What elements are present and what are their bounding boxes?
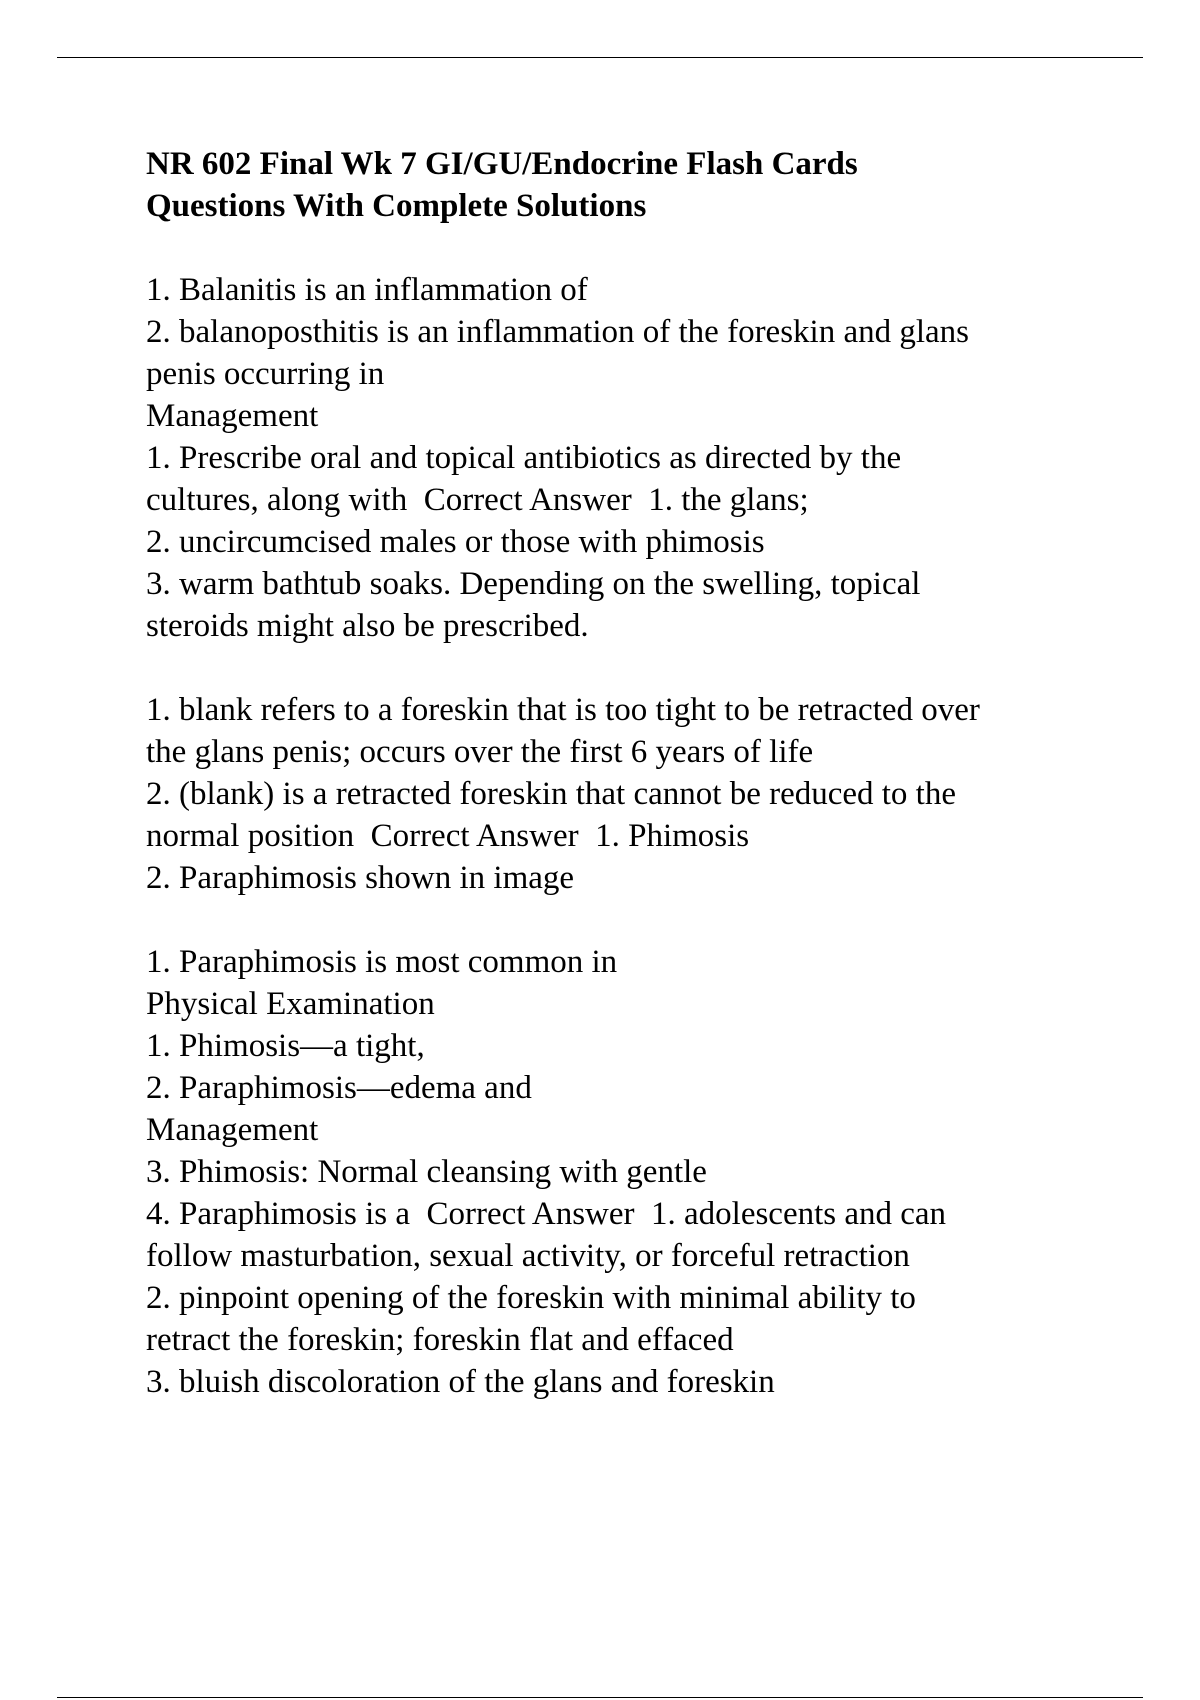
text-line: retract the foreskin; foreskin flat and effaced [146,1322,734,1358]
text-line: 1. Phimosis—a tight, [146,1028,425,1064]
text-line: 1. Paraphimosis is most common in [146,944,618,980]
text-line: 1. Balanitis is an inflammation of [146,272,588,308]
text-line: 2. Paraphimosis—edema and [146,1070,532,1106]
flashcard-1 [146,269,1086,647]
text-line: follow masturbation, sexual activity, or forceful retraction [146,1238,910,1274]
bottom-divider [57,1697,1143,1698]
text-line: 3. Phimosis: Normal cleansing with gentle [146,1154,707,1190]
flashcard-2 [146,689,1086,899]
title-line-1: NR 602 Final Wk 7 GI/GU/Endocrine Flash Cards [146,146,858,182]
text-line: steroids might also be prescribed. [146,608,589,644]
document-title [146,143,1086,227]
text-line: 2. balanoposthitis is an inflammation of the foreskin and glans [146,314,970,350]
text-line: cultures, along with Correct Answer 1. the glans; [146,482,809,518]
top-divider [57,57,1143,58]
title-line-2: Questions With Complete Solutions [146,188,647,224]
text-line: penis occurring in [146,356,385,392]
text-line: Management [146,398,319,434]
text-line: 1. Prescribe oral and topical antibiotics as directed by the [146,440,902,476]
text-line: 3. bluish discoloration of the glans and foreskin [146,1364,775,1400]
text-line: 1. blank refers to a foreskin that is too tight to be retracted over [146,692,980,728]
text-line: 4. Paraphimosis is a Correct Answer 1. adolescents and can [146,1196,947,1232]
text-line: 2. pinpoint opening of the foreskin with minimal ability to [146,1280,916,1316]
text-line: the glans penis; occurs over the first 6 years of life [146,734,814,770]
text-line: 2. uncircumcised males or those with phimosis [146,524,765,560]
text-line: normal position Correct Answer 1. Phimosis [146,818,750,854]
text-line: Physical Examination [146,986,435,1022]
document-body [146,143,1086,1445]
flashcard-3 [146,941,1086,1403]
text-line: 2. Paraphimosis shown in image [146,860,575,896]
text-line: 3. warm bathtub soaks. Depending on the swelling, topical [146,566,921,602]
text-line: 2. (blank) is a retracted foreskin that cannot be reduced to the [146,776,956,812]
text-line: Management [146,1112,319,1148]
